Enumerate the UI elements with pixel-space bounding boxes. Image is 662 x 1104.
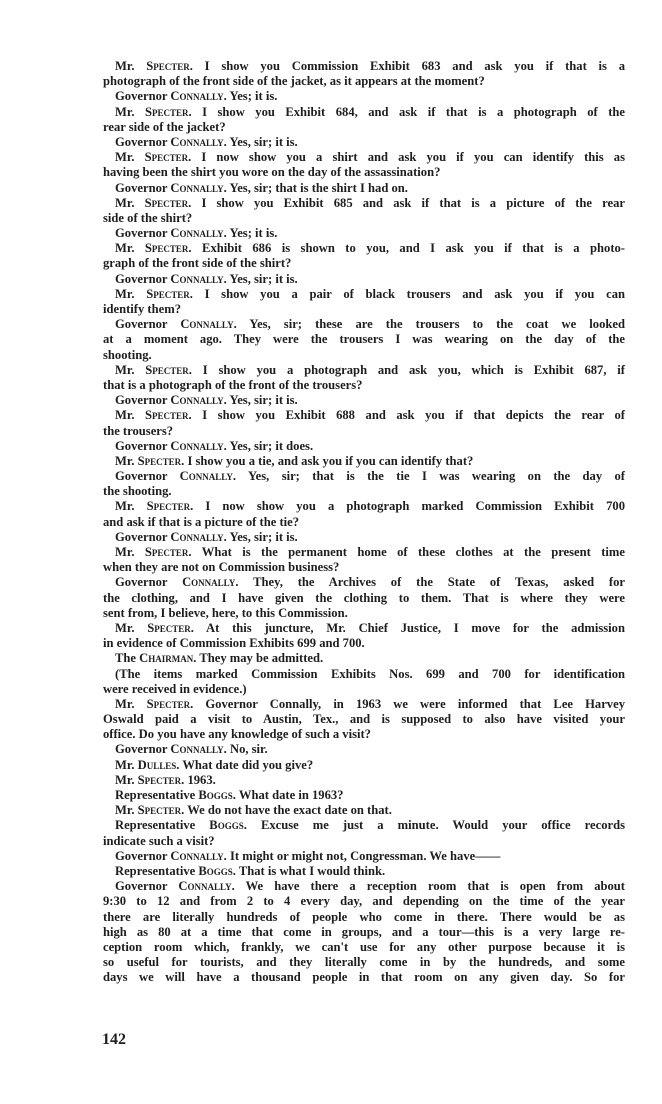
speaker-name: Connally. [170, 180, 227, 195]
testimony-paragraph [103, 469, 625, 499]
line-text: sent from, I believe, here, to this Commission. [103, 605, 348, 620]
text-line [103, 484, 625, 499]
speaker-title: Mr. [115, 104, 135, 119]
text-line [103, 211, 625, 226]
speaker-title: Representative [115, 788, 196, 802]
line-text: We do not have the exact date on that. [187, 803, 392, 818]
text-line [103, 393, 625, 408]
line-text: in evidence of Commission Exhibits 699 and 700. [103, 636, 365, 651]
text-line [103, 864, 625, 879]
text-line [103, 317, 625, 332]
line-text: What is the permanent home of these clothes at the present time [201, 545, 626, 559]
line-text: 9:30 to 12 and from 2 to 4 every day, and depending on the time of the year [103, 894, 625, 909]
line-text: and ask if that is a picture of the tie? [103, 514, 300, 529]
speaker-name: Connally. [170, 393, 227, 408]
speaker-title: Mr. [115, 453, 135, 468]
line-text: They may be admitted. [199, 651, 324, 666]
testimony-paragraph [103, 89, 625, 104]
text-line [103, 697, 625, 712]
line-text: when they are not on Commission business? [103, 560, 340, 575]
speaker-title: Mr. [115, 757, 135, 772]
speaker-name: Specter. [137, 803, 185, 818]
text-line [103, 803, 625, 818]
text-line [103, 181, 625, 196]
text-line [103, 682, 625, 697]
testimony-paragraph [103, 803, 625, 818]
text-line [103, 651, 625, 666]
text-line [103, 545, 625, 560]
text-line [103, 621, 625, 636]
speaker-title: Governor [115, 271, 168, 286]
text-line [103, 89, 625, 104]
testimony-paragraph [103, 317, 625, 363]
text-line [103, 332, 625, 347]
speaker-name: Dulles. [137, 757, 180, 772]
line-text: Yes, sir; that is the shirt I had on. [229, 180, 408, 195]
text-line [103, 925, 625, 940]
testimony-paragraph [103, 621, 625, 651]
speaker-name: Specter. [137, 453, 185, 468]
text-line [103, 940, 625, 955]
line-text: Excuse me just a minute. Would your office records [260, 818, 625, 833]
speaker-title: Mr. [115, 241, 135, 256]
line-text: Yes; it is. [229, 89, 278, 104]
speaker-name: Connally. [170, 742, 227, 757]
text-line [103, 287, 625, 302]
speaker-name: Specter. [144, 150, 192, 165]
text-line [103, 363, 625, 378]
testimony-paragraph [103, 226, 625, 241]
line-text: Yes, sir; it is. [229, 134, 298, 149]
text-line [103, 105, 625, 120]
speaker-name: Connally. [170, 226, 227, 241]
line-text: (The items marked Commission Exhibits Nos. 699 and 700 for identification [115, 666, 625, 681]
testimony-paragraph [103, 773, 625, 788]
text-line [103, 165, 625, 180]
line-text: Governor Connally, in 1963 we were informed that Lee Harvey [205, 696, 625, 711]
line-text: I now show you a shirt and ask you if you can identify this as [201, 150, 626, 165]
line-text: I show you Exhibit 685 and ask if that is a picture of the rear [201, 195, 626, 210]
speaker-name: Specter. [147, 620, 194, 635]
line-text: We have there a reception room that is open from about [245, 879, 626, 894]
testimony-paragraph [103, 241, 625, 271]
line-text: Yes; it is. [229, 226, 278, 241]
text-line [103, 894, 625, 909]
speaker-name: Specter. [145, 362, 192, 377]
line-text: Yes, sir; these are the trousers to the coat we looked [249, 317, 625, 332]
speaker-name: Specter. [145, 408, 192, 423]
testimony-paragraph [103, 363, 625, 393]
line-text: Oswald paid a visit to Austin, Tex., and is supposed to also have visited your [103, 712, 625, 727]
line-text: rear side of the jacket? [103, 119, 226, 134]
speaker-title: Mr. [115, 772, 135, 787]
line-text: graph of the front side of the shirt? [103, 256, 292, 271]
line-text: They, the Archives of the State of Texas, asked for [253, 575, 626, 590]
testimony-text [103, 59, 625, 985]
speaker-name: Specter. [144, 104, 192, 119]
speaker-title: Governor [115, 848, 168, 863]
text-line [103, 302, 625, 317]
speaker-name: Boggs. [198, 788, 236, 802]
line-text: indicate such a visit? [103, 833, 215, 848]
text-line [103, 469, 625, 484]
speaker-title: Representative [115, 863, 196, 878]
speaker-title: The [115, 651, 136, 666]
speaker-name: Boggs. [198, 863, 236, 878]
line-text: It might or might not, Congressman. We have—— [229, 848, 501, 863]
text-line [103, 135, 625, 150]
testimony-paragraph [103, 667, 625, 697]
speaker-name: Specter. [146, 59, 193, 73]
line-text: photograph of the front side of the jacket, as it appears at the moment? [103, 74, 485, 89]
speaker-name: Connally. [170, 529, 227, 544]
testimony-paragraph [103, 530, 625, 545]
speaker-title: Governor [115, 134, 168, 149]
text-line [103, 818, 625, 833]
line-text: office. Do you have any knowledge of such a visit? [103, 727, 371, 742]
line-text: high as 80 at a time that come in groups, and a tour—this is a very large re- [103, 924, 625, 939]
testimony-paragraph [103, 499, 625, 529]
line-text: were received in evidence.) [103, 681, 247, 696]
line-text: I show you Exhibit 688 and ask you if that depicts the rear of [202, 408, 625, 423]
text-line [103, 788, 625, 803]
testimony-paragraph [103, 879, 625, 985]
speaker-title: Governor [115, 180, 168, 195]
text-line [103, 150, 625, 165]
line-text: identify them? [103, 302, 182, 316]
line-text: ception room which, frankly, we can't use for any other purpose because it is [103, 939, 625, 954]
line-text: I now show you a photograph marked Commission Exhibit 700 [205, 499, 625, 514]
speaker-title: Mr. [115, 195, 135, 210]
text-line [103, 424, 625, 439]
line-text: side of the shirt? [103, 210, 193, 225]
speaker-name: Connally. [182, 575, 239, 590]
speaker-title: Governor [115, 529, 168, 544]
speaker-name: Chairman. [139, 651, 197, 666]
text-line [103, 439, 625, 454]
text-line [103, 591, 625, 606]
speaker-title: Mr. [115, 499, 135, 514]
speaker-title: Representative [115, 818, 196, 833]
speaker-name: Specter. [144, 241, 192, 256]
text-line [103, 454, 625, 469]
speaker-title: Mr. [115, 286, 135, 301]
testimony-paragraph [103, 818, 625, 848]
speaker-name: Specter. [137, 772, 185, 787]
text-line [103, 834, 625, 849]
speaker-title: Mr. [115, 545, 135, 559]
speaker-name: Connally. [170, 271, 227, 286]
text-line [103, 272, 625, 287]
line-text: 1963. [187, 772, 216, 787]
line-text: Yes, sir; it is. [229, 393, 298, 408]
testimony-paragraph [103, 287, 625, 317]
testimony-paragraph [103, 181, 625, 196]
text-line [103, 636, 625, 651]
line-text: Yes, sir; it is. [229, 271, 298, 286]
text-line [103, 606, 625, 621]
line-text: at a moment ago. They were the trousers I was wearing on the day of the [103, 332, 625, 347]
speaker-title: Governor [115, 317, 168, 332]
line-text: the clothing, and I have given the clothing to them. That is where they were [103, 590, 625, 605]
text-line [103, 515, 625, 530]
text-line [103, 727, 625, 742]
speaker-title: Governor [115, 226, 168, 241]
text-line [103, 575, 625, 590]
text-line [103, 499, 625, 514]
speaker-title: Mr. [115, 150, 135, 165]
text-line [103, 120, 625, 135]
line-text: days we will have a thousand people in that room on any given day. So for [103, 970, 625, 985]
text-line [103, 970, 625, 985]
speaker-title: Governor [115, 89, 168, 104]
speaker-name: Connally. [170, 438, 227, 453]
line-text: there are literally hundreds of people who come in there. There would be as [103, 909, 625, 924]
speaker-title: Governor [115, 469, 168, 484]
line-text: that is a photograph of the front of the trousers? [103, 377, 363, 392]
speaker-title: Mr. [115, 59, 135, 73]
speaker-title: Mr. [115, 803, 135, 818]
testimony-paragraph [103, 575, 625, 621]
line-text: shooting. [103, 347, 152, 362]
speaker-name: Connally. [179, 469, 237, 484]
line-text: Yes, sir; that is the tie I was wearing on the day of [247, 469, 625, 484]
text-line [103, 712, 625, 727]
line-text: having been the shirt you wore on the day of the assassination? [103, 165, 441, 180]
text-line [103, 773, 625, 788]
testimony-paragraph [103, 788, 625, 803]
line-text: What date in 1963? [238, 788, 344, 802]
speaker-title: Governor [115, 879, 168, 894]
text-line [103, 560, 625, 575]
text-line [103, 226, 625, 241]
speaker-name: Specter. [144, 195, 192, 210]
text-line [103, 879, 625, 894]
speaker-title: Mr. [115, 696, 135, 711]
speaker-name: Specter. [146, 499, 194, 514]
text-line [103, 74, 625, 89]
speaker-title: Governor [115, 742, 168, 757]
speaker-name: Connally. [178, 879, 235, 894]
testimony-paragraph [103, 393, 625, 408]
text-line [103, 408, 625, 423]
text-line [103, 196, 625, 211]
speaker-title: Mr. [115, 620, 135, 635]
testimony-paragraph [103, 59, 625, 89]
text-line [103, 849, 625, 864]
text-line [103, 742, 625, 757]
line-text: Yes, sir; it does. [229, 438, 314, 453]
speaker-name: Connally. [170, 848, 227, 863]
speaker-title: Mr. [115, 408, 135, 423]
line-text: the shooting. [103, 484, 172, 499]
text-line [103, 59, 625, 74]
speaker-name: Connally. [170, 89, 227, 104]
testimony-paragraph [103, 135, 625, 150]
testimony-paragraph [103, 105, 625, 135]
text-line [103, 378, 625, 393]
text-line [103, 758, 625, 773]
testimony-paragraph [103, 150, 625, 180]
line-text: I show you a tie, and ask you if you can identify that? [187, 453, 474, 468]
testimony-paragraph [103, 545, 625, 575]
speaker-title: Governor [115, 393, 168, 408]
testimony-paragraph [103, 196, 625, 226]
speaker-name: Connally. [180, 317, 237, 332]
text-line [103, 256, 625, 271]
text-line [103, 667, 625, 682]
speaker-name: Specter. [146, 696, 194, 711]
testimony-paragraph [103, 272, 625, 287]
line-text: I show you Exhibit 684, and ask if that is a photograph of the [202, 104, 625, 119]
testimony-paragraph [103, 454, 625, 469]
line-text: What date did you give? [182, 757, 314, 772]
line-text: That is what I would think. [238, 863, 386, 878]
speaker-name: Specter. [146, 286, 193, 301]
line-text: I show you a pair of black trousers and ask you if you can [204, 286, 626, 301]
line-text: Exhibit 686 is shown to you, and I ask you if that is a photo- [202, 241, 625, 256]
testimony-paragraph [103, 758, 625, 773]
testimony-paragraph [103, 849, 625, 864]
line-text: Yes, sir; it is. [229, 529, 298, 544]
testimony-paragraph [103, 651, 625, 666]
line-text: I show you a photograph and ask you, which is Exhibit 687, if [202, 362, 625, 377]
testimony-paragraph [103, 408, 625, 438]
text-line [103, 955, 625, 970]
speaker-name: Connally. [170, 134, 227, 149]
text-line [103, 348, 625, 363]
line-text: so useful for tourists, and they literally come in by the hundreds, and some [103, 955, 625, 970]
line-text: At this juncture, Mr. Chief Justice, I move for the admission [206, 620, 625, 635]
text-line [103, 241, 625, 256]
speaker-name: Boggs. [209, 818, 247, 833]
speaker-name: Specter. [144, 545, 192, 559]
line-text: I show you Commission Exhibit 683 and ask you if that is a [204, 59, 625, 73]
page-number: 142 [102, 1031, 126, 1048]
speaker-title: Mr. [115, 362, 135, 377]
speaker-title: Governor [115, 438, 168, 453]
line-text: No, sir. [229, 742, 268, 757]
testimony-paragraph [103, 439, 625, 454]
text-line [103, 910, 625, 925]
speaker-title: Governor [115, 575, 168, 590]
testimony-paragraph [103, 864, 625, 879]
testimony-paragraph [103, 697, 625, 743]
text-line [103, 530, 625, 545]
line-text: the trousers? [103, 423, 174, 438]
testimony-paragraph [103, 742, 625, 757]
